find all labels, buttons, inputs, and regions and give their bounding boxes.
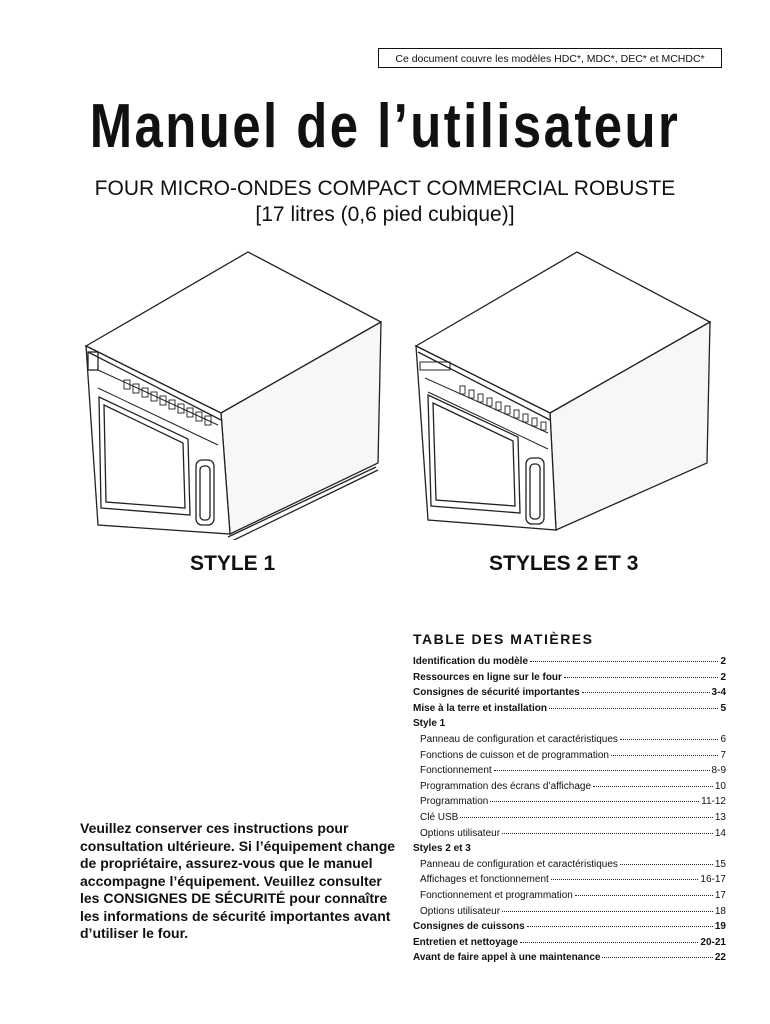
toc-entry-page: 14 bbox=[714, 827, 726, 839]
toc-entry-page: 11-12 bbox=[701, 796, 726, 808]
toc-entry bbox=[413, 872, 726, 888]
toc-entry-label: Fonctionnement bbox=[420, 765, 492, 777]
toc-entry bbox=[413, 857, 726, 873]
toc-entry-label: Consignes de cuissons bbox=[413, 921, 525, 933]
toc-entry-page: 5 bbox=[720, 702, 726, 714]
toc-entry-page: 8-9 bbox=[711, 765, 726, 777]
toc-entry-label: Programmation bbox=[420, 796, 489, 808]
toc-entry-label: Panneau de configuration et caractéristiques bbox=[420, 858, 618, 870]
toc-entry-page: 2 bbox=[720, 671, 726, 683]
toc-entry-label: Identification du modèle bbox=[413, 656, 529, 667]
safety-notice: Veuillez conserver ces instructions pour consultation ultérieure. Si l’équipement change de propriétaire, assurez-vous que le manuel accompagne l’équipement. Veuillez consulter les CONSIGNES DE SÉCURITÉ pour connaître les informations de sécurité importantes avant d’utiliser le four. bbox=[80, 820, 396, 941]
toc-entry-page: 13 bbox=[714, 811, 726, 823]
toc-entry-page: 16-17 bbox=[700, 874, 726, 886]
style1-label: STYLE 1 bbox=[190, 552, 276, 575]
toc-entry-page: 3-4 bbox=[711, 687, 726, 699]
toc-entry bbox=[413, 732, 726, 748]
toc-entry-label: Fonctionnement et programmation bbox=[420, 889, 573, 901]
toc-entry bbox=[413, 779, 726, 795]
toc-entry-page: 17 bbox=[714, 889, 726, 901]
toc-entry-page: 15 bbox=[714, 858, 726, 870]
toc-entry-label: Ressources en ligne sur le four bbox=[413, 671, 562, 683]
toc-entry-label: Mise à la terre et installation bbox=[413, 702, 547, 714]
toc-entry bbox=[413, 810, 726, 826]
toc-entry bbox=[413, 763, 726, 779]
toc-entry bbox=[413, 685, 726, 701]
toc-entry-label: Fonctions de cuisson et de programmation bbox=[420, 749, 609, 761]
product-subtitle: FOUR MICRO-ONDES COMPACT COMMERCIAL ROBUSTE bbox=[94, 177, 676, 200]
toc-entry bbox=[413, 904, 726, 920]
toc-entry-page: 20-21 bbox=[700, 936, 726, 948]
toc-entry-label: Consignes de sécurité importantes bbox=[413, 687, 580, 699]
oven-style23-illustration bbox=[416, 252, 710, 530]
toc-entry-page: 22 bbox=[714, 952, 726, 964]
toc-entry-label: Affichages et fonctionnement bbox=[420, 874, 549, 886]
toc-entry bbox=[413, 888, 726, 904]
toc-entry bbox=[413, 794, 726, 810]
toc-entry-label: Avant de faire appel à une maintenance bbox=[413, 952, 601, 964]
toc-entry-page: 6 bbox=[720, 733, 726, 745]
toc-entry bbox=[413, 935, 726, 951]
toc-section-heading: Styles 2 et 3 bbox=[413, 843, 471, 855]
toc-entry bbox=[413, 654, 726, 670]
toc-entry bbox=[413, 826, 726, 842]
page-title: Manuel de l’utilisateur bbox=[89, 92, 681, 161]
toc-entry-page: 7 bbox=[720, 749, 726, 761]
toc-entry-page: 18 bbox=[714, 905, 726, 917]
toc-entry-label: Entretien et nettoyage bbox=[413, 936, 519, 948]
toc-entry-page: 2 bbox=[720, 656, 726, 667]
toc-entry-label: Clé USB bbox=[420, 811, 459, 823]
toc-entry bbox=[413, 748, 726, 764]
toc-entry-page: 19 bbox=[714, 921, 726, 933]
oven-style1-illustration bbox=[86, 252, 381, 540]
style23-label: STYLES 2 ET 3 bbox=[489, 552, 639, 575]
toc-section-heading: Style 1 bbox=[413, 718, 446, 730]
capacity-subtitle: [17 litres (0,6 pied cubique)] bbox=[255, 203, 515, 226]
toc-entry-label: Options utilisateur bbox=[420, 905, 501, 917]
toc-entry bbox=[413, 919, 726, 935]
toc-entry-page: 10 bbox=[714, 780, 726, 792]
table-of-contents bbox=[413, 630, 726, 966]
toc-entry bbox=[413, 701, 726, 717]
oven-illustrations bbox=[0, 240, 770, 540]
toc-title: TABLE DES MATIÈRES bbox=[413, 631, 594, 647]
toc-entry-label: Panneau de configuration et caractéristiques bbox=[420, 733, 618, 745]
models-notice: Ce document couvre les modèles HDC*, MDC*, DEC* et MCHDC* bbox=[378, 48, 722, 68]
toc-entry-label: Programmation des écrans d’affichage bbox=[420, 780, 592, 792]
toc-entry-label: Options utilisateur bbox=[420, 827, 501, 839]
toc-entry bbox=[413, 950, 726, 966]
toc-entry bbox=[413, 670, 726, 686]
